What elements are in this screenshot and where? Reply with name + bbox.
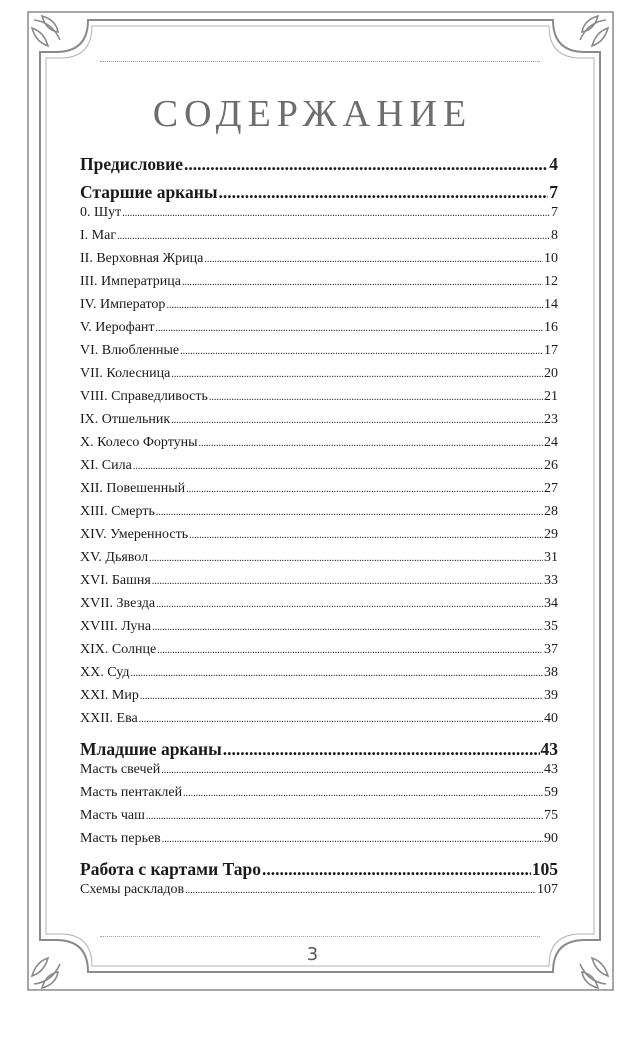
toc-item-page: 39 (544, 688, 558, 703)
toc-item-page: 90 (544, 831, 558, 846)
dot-leader (156, 507, 543, 518)
toc-item-label: XX. Суд (80, 665, 130, 680)
toc-item[interactable] (80, 550, 558, 573)
toc-item-page: 10 (544, 251, 558, 266)
toc-section[interactable] (80, 859, 558, 882)
dot-leader (183, 788, 543, 799)
toc-item-page: 14 (544, 297, 558, 312)
toc-item-page: 37 (544, 642, 558, 657)
toc-section-page: 4 (549, 154, 558, 174)
toc-item-label: Масть чаш (80, 808, 145, 823)
toc-item-label: XIII. Смерть (80, 504, 155, 519)
toc-item-label: Масть перьев (80, 831, 161, 846)
toc-item-label: VIII. Справедливость (80, 389, 208, 404)
dot-leader (161, 765, 543, 776)
dot-leader (219, 182, 549, 203)
toc-item-page: 7 (551, 205, 558, 220)
toc-item-label: XII. Повешенный (80, 481, 186, 496)
toc-item-page: 38 (544, 665, 558, 680)
toc-item-label: XXII. Ева (80, 711, 138, 726)
toc-item[interactable] (80, 831, 558, 854)
toc-item-page: 28 (544, 504, 558, 519)
corner-ornament-top-left (32, 16, 60, 46)
toc-item-page: 21 (544, 389, 558, 404)
toc-section[interactable] (80, 739, 558, 762)
toc-item[interactable] (80, 205, 558, 228)
dot-leader (171, 415, 543, 426)
toc-item-label: X. Колесо Фортуны (80, 435, 198, 450)
toc-item[interactable] (80, 343, 558, 366)
toc-section-label: Старшие арканы (80, 182, 218, 202)
dot-leader (152, 622, 543, 633)
toc-item[interactable] (80, 481, 558, 504)
toc-item-page: 16 (544, 320, 558, 335)
dot-leader (223, 739, 540, 760)
dot-leader (186, 484, 543, 495)
toc-section-page: 43 (540, 739, 558, 759)
toc-item-page: 29 (544, 527, 558, 542)
toc-section-page: 7 (549, 182, 558, 202)
toc-item-label: Схемы раскладов (80, 882, 185, 897)
toc-item-page: 33 (544, 573, 558, 588)
toc-item[interactable] (80, 389, 558, 412)
dot-leader (204, 254, 543, 265)
dot-leader (262, 859, 531, 880)
toc-item-label: III. Императрица (80, 274, 182, 289)
toc-item-page: 23 (544, 412, 558, 427)
toc-item[interactable] (80, 785, 558, 808)
dot-leader (130, 668, 543, 679)
toc-item-label: II. Верховная Жрица (80, 251, 204, 266)
toc-item-page: 107 (537, 882, 558, 897)
dot-leader (133, 461, 543, 472)
dot-leader (146, 811, 543, 822)
dot-leader (162, 834, 543, 845)
page-number: 3 (306, 944, 319, 965)
toc-item[interactable] (80, 762, 558, 785)
toc-item[interactable] (80, 320, 558, 343)
toc-section[interactable] (80, 182, 558, 205)
toc-item-label: I. Маг (80, 228, 117, 243)
toc-item-page: 31 (544, 550, 558, 565)
toc-item-page: 8 (551, 228, 558, 243)
dot-leader (152, 576, 543, 587)
toc-item[interactable] (80, 596, 558, 619)
dot-leader (140, 691, 543, 702)
toc-item-label: XI. Сила (80, 458, 132, 473)
dot-leader (157, 645, 543, 656)
corner-ornament-top-right (580, 16, 608, 46)
toc-item[interactable] (80, 527, 558, 550)
toc-item[interactable] (80, 573, 558, 596)
toc-item-label: XVII. Звезда (80, 596, 156, 611)
toc-item-page: 40 (544, 711, 558, 726)
toc-item[interactable] (80, 711, 558, 734)
toc-item-page: 75 (544, 808, 558, 823)
toc-item[interactable] (80, 882, 558, 905)
dot-leader (171, 369, 543, 380)
toc-section-label: Предисловие (80, 154, 184, 174)
toc-item[interactable] (80, 274, 558, 297)
dot-leader (199, 438, 543, 449)
dot-leader (185, 885, 536, 896)
toc-item[interactable] (80, 412, 558, 435)
table-of-contents (80, 154, 558, 905)
toc-item[interactable] (80, 619, 558, 642)
dot-leader (180, 346, 543, 357)
toc-item-label: XIV. Умеренность (80, 527, 189, 542)
toc-item-page: 59 (544, 785, 558, 800)
toc-section-page: 105 (531, 859, 558, 879)
top-dotted-rule (100, 61, 540, 62)
dot-leader (166, 300, 543, 311)
toc-item-label: IX. Отшельник (80, 412, 171, 427)
toc-item-label: XVIII. Луна (80, 619, 152, 634)
dot-leader (209, 392, 543, 403)
toc-item-label: VII. Колесница (80, 366, 171, 381)
toc-item[interactable] (80, 435, 558, 458)
toc-section-label: Младшие арканы (80, 739, 222, 759)
toc-item-page: 27 (544, 481, 558, 496)
toc-item-page: 12 (544, 274, 558, 289)
toc-item-label: V. Иерофант (80, 320, 155, 335)
toc-item-label: XXI. Мир (80, 688, 139, 703)
toc-item[interactable] (80, 688, 558, 711)
toc-item-label: 0. Шут (80, 205, 122, 220)
dot-leader (156, 599, 543, 610)
dot-leader (149, 553, 543, 564)
dot-leader (189, 530, 543, 541)
dot-leader (156, 323, 543, 334)
toc-item[interactable] (80, 665, 558, 688)
toc-item-page: 17 (544, 343, 558, 358)
toc-item-page: 26 (544, 458, 558, 473)
toc-item-page: 24 (544, 435, 558, 450)
toc-section-label: Работа с картами Таро (80, 859, 262, 879)
toc-item-label: XIX. Солнце (80, 642, 157, 657)
toc-item-label: Масть пентаклей (80, 785, 183, 800)
toc-item-page: 34 (544, 596, 558, 611)
toc-item[interactable] (80, 504, 558, 527)
toc-item-page: 43 (544, 762, 558, 777)
toc-item[interactable] (80, 642, 558, 665)
dot-leader (182, 277, 543, 288)
toc-item-label: XV. Дьявол (80, 550, 149, 565)
toc-item-label: VI. Влюбленные (80, 343, 180, 358)
dot-leader (122, 208, 550, 219)
dot-leader (184, 154, 548, 175)
toc-item[interactable] (80, 251, 558, 274)
toc-item[interactable] (80, 458, 558, 481)
dot-leader (139, 714, 543, 725)
dot-leader (117, 231, 550, 242)
toc-item[interactable] (80, 297, 558, 320)
toc-item-label: XVI. Башня (80, 573, 151, 588)
page-title: СОДЕРЖАНИЕ (152, 93, 473, 135)
toc-item[interactable] (80, 228, 558, 251)
toc-item-page: 35 (544, 619, 558, 634)
toc-item-label: Масть свечей (80, 762, 161, 777)
toc-item-label: IV. Император (80, 297, 166, 312)
toc-item-page: 20 (544, 366, 558, 381)
bottom-dotted-rule (100, 936, 540, 937)
toc-item[interactable] (80, 808, 558, 831)
toc-item[interactable] (80, 366, 558, 389)
toc-section[interactable] (80, 154, 558, 177)
